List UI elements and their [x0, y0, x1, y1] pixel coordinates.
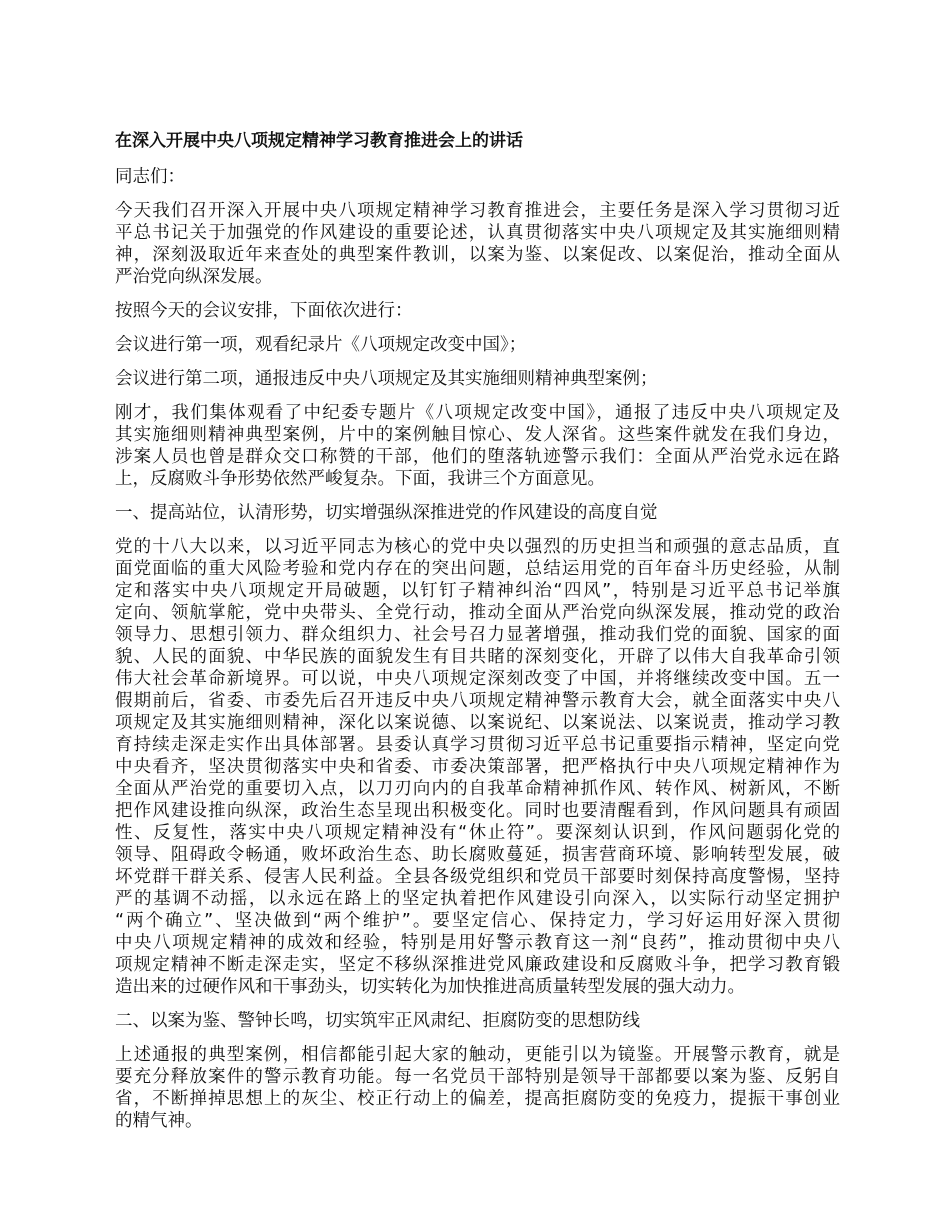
- text-line: 上述通报的典型案例，相信都能引起大家的触动，更能引以为镜鉴。开展警示教育，就是: [115, 1045, 840, 1065]
- text-line: 严治党向纵深发展。: [115, 267, 273, 287]
- text-line: 全面从严治党的重要切入点，以刀刃向内的自我革命精神抓作风、转作风、树新风，不断: [115, 779, 840, 799]
- text-line: 把作风建设推向纵深，政治生态呈现出积极变化。同时也要清醒看到，作风问题具有顽固: [115, 801, 840, 821]
- document-page: [115, 130, 840, 1144]
- text-line: 假期前后，省委、市委先后召开违反中央八项规定精神警示教育大会，就全面落实中央八: [115, 691, 840, 711]
- text-line: 今天我们召开深入开展中央八项规定精神学习教育推进会，主要任务是深入学习贯彻习近: [115, 201, 840, 221]
- text-line: 伟大社会革命新境界。可以说，中央八项规定深刻改变了中国，并将继续改变中国。五一: [115, 669, 840, 689]
- text-line: 其实施细则精神典型案例，片中的案例触目惊心、发人深省。这些案件就发在我们身边，: [115, 425, 840, 445]
- text-line: 要充分释放案件的警示教育功能。每一名党员干部特别是领导干部都要以案为鉴、反躬自: [115, 1067, 840, 1087]
- text-line: 面党面临的重大风险考验和党内存在的突出问题，总结运用党的百年奋斗历史经验，从制: [115, 559, 840, 579]
- section-2-body: [115, 1044, 840, 1132]
- text-line: 涉案人员也曾是群众交口称赞的干部，他们的堕落轨迹警示我们：全面从严治党永远在路: [115, 447, 840, 467]
- text-line: 按照今天的会议安排，下面依次进行：: [115, 301, 413, 321]
- text-line: 坏党群干群关系、侵害人民利益。全县各级党组织和党员干部要时刻保持高度警惕，坚持: [115, 867, 840, 887]
- text-line: 会议进行第二项，通报违反中央八项规定及其实施细则精神典型案例；: [115, 369, 658, 389]
- text-line: 定和落实中央八项规定开局破题，以钉钉子精神纠治“四风”，特别是习近平总书记举旗: [115, 581, 840, 601]
- text-line: 上，反腐败斗争形势依然严峻复杂。下面，我讲三个方面意见。: [115, 469, 605, 489]
- salutation: [115, 166, 840, 188]
- document-title: 在深入开展中央八项规定精神学习教育推进会上的讲话: [115, 131, 523, 151]
- text-line: 造出来的过硬作风和干事劲头，切实转化为加快推进高质量转型发展的强大动力。: [115, 977, 745, 997]
- text-line: 中央八项规定精神的成效和经验，特别是用好警示教育这一剂“良药”，推动贯彻中央八: [115, 933, 840, 953]
- section-1-body: [115, 536, 840, 998]
- opening-remarks: [115, 402, 840, 490]
- text-line: 严的基调不动摇，以永远在路上的坚定执着把作风建设引向深入，以实际行动坚定拥护: [115, 889, 840, 909]
- agenda-item-2: [115, 368, 840, 390]
- agenda-item-1: [115, 334, 840, 356]
- text-line: 项规定及其实施细则精神，深化以案说德、以案说纪、以案说法、以案说责，推动学习教: [115, 713, 840, 733]
- text-line: 项规定精神不断走深走实，坚定不移纵深推进党风廉政建设和反腐败斗争，把学习教育锻: [115, 955, 840, 975]
- agenda-intro: [115, 300, 840, 322]
- text-line: 省，不断掸掉思想上的灰尘、校正行动上的偏差，提高拒腐防变的免疫力，提振干事创业: [115, 1089, 840, 1109]
- text-line: 领导力、思想引领力、群众组织力、社会号召力显著增强，推动我们党的面貌、国家的面: [115, 625, 840, 645]
- text-line: 中央看齐，坚决贯彻落实中央和省委、市委决策部署，把严格执行中央八项规定精神作为: [115, 757, 840, 777]
- text-line: 定向、领航掌舵，党中央带头、全党行动，推动全面从严治党向纵深发展，推动党的政治: [115, 603, 840, 623]
- section-2-heading: [115, 1010, 840, 1032]
- text-line: 神，深刻汲取近年来查处的典型案件教训，以案为鉴、以案促改、以案促治，推动全面从: [115, 245, 840, 265]
- text-line: 貌、人民的面貌、中华民族的面貌发生有目共睹的深刻变化，开辟了以伟大自我革命引领: [115, 647, 840, 667]
- text-line: 同志们：: [115, 167, 185, 187]
- text-line: “两个确立”、坚决做到“两个维护”。要坚定信心、保持定力，学习好运用好深入贯彻: [115, 911, 840, 931]
- text-line: 平总书记关于加强党的作风建设的重要论述，认真贯彻落实中央八项规定及其实施细则精: [115, 223, 840, 243]
- text-line: 领导、阻碍政令畅通，败坏政治生态、助长腐败蔓延，损害营商环境、影响转型发展，破: [115, 845, 840, 865]
- text-line: 会议进行第一项，观看纪录片《八项规定改变中国》；: [115, 335, 527, 355]
- section-1-heading: [115, 502, 840, 524]
- text-line: 刚才，我们集体观看了中纪委专题片《八项规定改变中国》，通报了违反中央八项规定及: [115, 403, 840, 423]
- text-line: 的精气神。: [115, 1111, 203, 1131]
- text-line: 一、提高站位，认清形势，切实增强纵深推进党的作风建设的高度自觉: [115, 503, 658, 523]
- text-line: 性、反复性，落实中央八项规定精神没有“休止符”。要深刻认识到，作风问题弱化党的: [115, 823, 840, 843]
- intro-paragraph: [115, 200, 840, 288]
- document-body: [115, 166, 840, 1132]
- text-line: 二、以案为鉴、警钟长鸣，切实筑牢正风肃纪、拒腐防变的思想防线: [115, 1011, 640, 1031]
- text-line: 育持续走深走实作出具体部署。县委认真学习贯彻习近平总书记重要指示精神，坚定向党: [115, 735, 840, 755]
- text-line: 党的十八大以来，以习近平同志为核心的党中央以强烈的历史担当和顽强的意志品质，直: [115, 537, 840, 557]
